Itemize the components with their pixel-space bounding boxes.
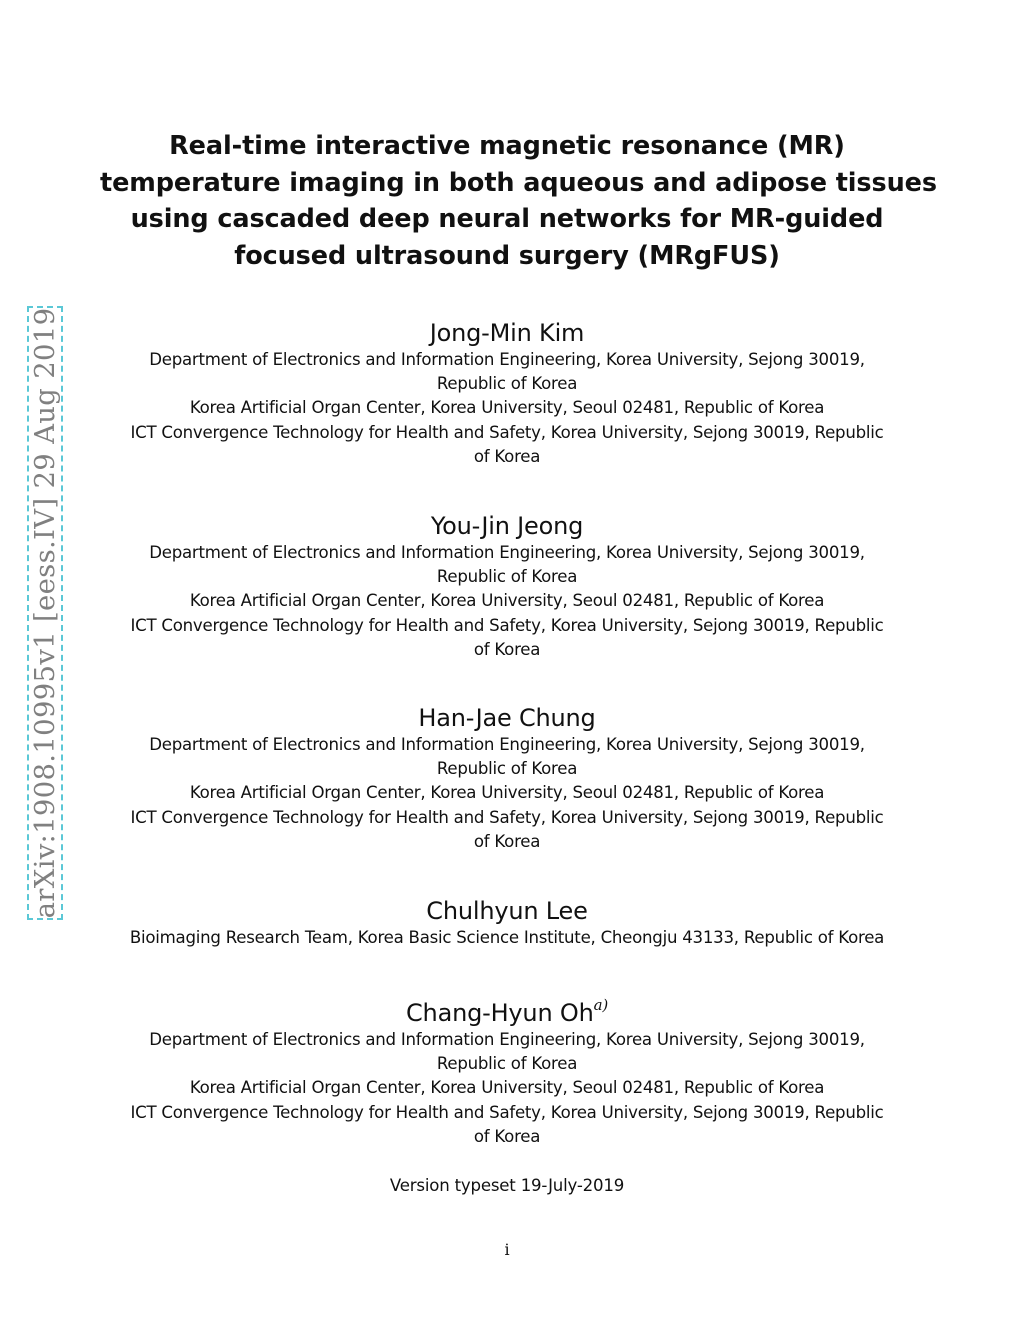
author-name: You-Jin Jeong (430, 512, 584, 540)
author-block-oh (100, 998, 914, 1149)
affiliation-line: Republic of Korea (436, 1054, 578, 1074)
affiliation-line: of Korea (473, 446, 541, 466)
affiliation-line: Department of Electronics and Information Engineering, Korea University, Sejong 30019, (149, 1030, 865, 1049)
affiliation-line: of Korea (473, 1126, 541, 1146)
affiliation-line: Department of Electronics and Information Engineering, Korea University, Sejong 30019, (149, 735, 865, 754)
title-line: temperature imaging in both aqueous and adipose tissues (100, 167, 937, 198)
affiliation-line: Department of Electronics and Information Engineering, Korea University, Sejong 30019, (149, 543, 865, 562)
affiliation-line: Korea Artificial Organ Center, Korea University, Seoul 02481, Republic of Korea (189, 1078, 825, 1098)
author-name: Han-Jae Chung (418, 704, 596, 732)
page-number: i (504, 1240, 510, 1259)
affiliation-line: Department of Electronics and Information Engineering, Korea University, Sejong 30019, (149, 350, 865, 369)
author-block-jeong (100, 511, 914, 662)
version-typeset: Version typeset 19-July-2019 (389, 1176, 625, 1195)
affiliation-line: ICT Convergence Technology for Health and Safety, Korea University, Sejong 30019, Republic (130, 422, 884, 442)
affiliation-line: Republic of Korea (436, 567, 578, 587)
title-line: using cascaded deep neural networks for MR-guided (130, 204, 884, 235)
arxiv-stamp: arXiv:1908.10995v1 [eess.IV] 29 Aug 2019 (29, 307, 61, 919)
author-name: Chang-Hyun Oh (406, 999, 594, 1027)
author-block-kim (100, 318, 914, 469)
affiliation-line: Korea Artificial Organ Center, Korea University, Seoul 02481, Republic of Korea (189, 398, 825, 418)
affiliation-line: Korea Artificial Organ Center, Korea University, Seoul 02481, Republic of Korea (189, 783, 825, 803)
title-line: focused ultrasound surgery (MRgFUS) (234, 241, 780, 272)
affiliation-line: Korea Artificial Organ Center, Korea University, Seoul 02481, Republic of Korea (189, 591, 825, 611)
paper-title (100, 128, 937, 275)
affiliation-line: ICT Convergence Technology for Health and Safety, Korea University, Sejong 30019, Republic (130, 615, 884, 635)
affiliation-line: Republic of Korea (436, 374, 578, 394)
affiliation-line: ICT Convergence Technology for Health and Safety, Korea University, Sejong 30019, Republic (130, 807, 884, 827)
affiliation-line: Republic of Korea (436, 759, 578, 779)
author-name: Jong-Min Kim (429, 319, 585, 347)
corresponding-author-mark: a) (593, 996, 608, 1014)
author-name: Chulhyun Lee (426, 897, 588, 925)
author-name-line (100, 998, 914, 1028)
title-line: Real-time interactive magnetic resonance (MR) (169, 131, 845, 161)
affiliation-line: of Korea (473, 639, 541, 659)
author-block-lee (100, 896, 914, 950)
author-block-chung (100, 703, 914, 854)
affiliation-line: of Korea (473, 831, 541, 851)
affiliation-line: ICT Convergence Technology for Health and Safety, Korea University, Sejong 30019, Republic (130, 1102, 884, 1122)
affiliation-line: Bioimaging Research Team, Korea Basic Science Institute, Cheongju 43133, Republic of Korea (129, 928, 885, 947)
